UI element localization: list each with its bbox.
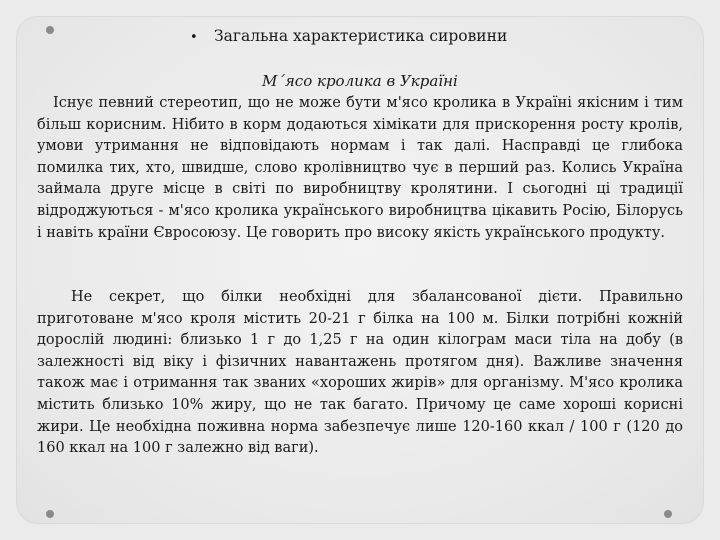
- heading-text: Загальна характеристика сировини: [214, 27, 508, 45]
- paragraph-stereotype: Існує певний стереотип, що не може бути м'ясо кролика в Україні якісним і тим більш корисним. Нібито в корм додаються хімікати для прискорення росту кролів, умови утримання не відповідають нормам і так далі. Насправді це глибока помилка тих, хто, швидше, слово кролівництво чує в перший раз. Колись Україна займала друге місце в світі по виробництву кролятини. І сьогодні ці традиції відроджуються - м'ясо кролика українського виробництва цікавить Росію, Білорусь і навіть країни Євросоюзу. Це говорить про високу якість українського продукту.: [37, 95, 683, 241]
- corner-dot-bottom-right: [664, 510, 672, 518]
- bullet-icon: •: [190, 30, 198, 45]
- corner-dot-top-left: [46, 26, 54, 34]
- slide-heading: [190, 26, 507, 48]
- paragraph-nutrition: Не секрет, що білки необхідні для збалансованої дієти. Правильно приготоване м'ясо кроля містить 20-21 г білка на 100 м. Білки потрібні кожній дорослій людині: близько 1 г до 1,25 г на один кілограм маси тіла на добу (в залежності від віку і фізичних навантажень протягом дня). Важливе значення також має і отримання так званих «хороших жирів» для організму. М'ясо кролика містить близько 10% жиру, що не так багато. Причому це саме хороші корисні жири. Це необхідна поживна норма забезпечує лише 120-160 ккал / 100 г (120 до 160 ккал на 100 г залежно від ваги).: [37, 289, 683, 457]
- corner-dot-bottom-left: [46, 510, 54, 518]
- slide-subtitle: М΄ясо кролика в Україні: [262, 72, 458, 90]
